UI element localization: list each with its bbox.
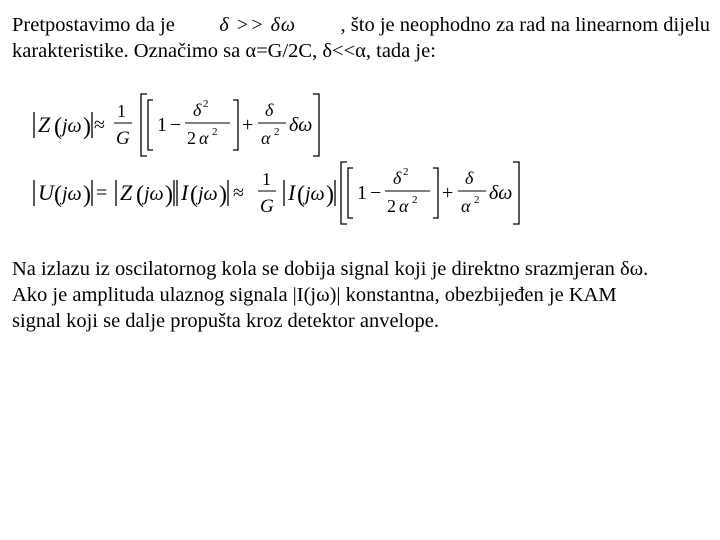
- eq2-alpha-den: α: [461, 196, 471, 216]
- intro-text-after: , što je neophodno za rad na linearnom dijelu: [340, 14, 710, 36]
- eq1-minus: −: [170, 114, 182, 136]
- eq2-arg-2: jω: [144, 183, 164, 205]
- eq2-arg-3: jω: [198, 183, 218, 205]
- eq1-alpha-den: α: [261, 128, 271, 148]
- eq2-Z: Z: [120, 180, 133, 205]
- svg-text:(: (: [297, 182, 305, 208]
- svg-text:(: (: [54, 182, 62, 208]
- svg-text:): ): [165, 182, 173, 208]
- intro-line-2: karakteristike. Označimo sa α=G/2C, δ<<α, tada je:: [12, 40, 436, 62]
- eq1-delta-omega: δω: [289, 114, 313, 136]
- condition-formula: δ >> δω: [219, 14, 297, 36]
- eq2-approx: ≈: [233, 182, 244, 204]
- eq1-alpha: α: [199, 128, 209, 148]
- svg-text:): ): [326, 182, 334, 208]
- eq2-one: 1: [357, 182, 367, 204]
- conclusion-line-2: Ako je amplituda ulaznog signala |I(jω)| konstantna, obezbijeđen je KAM: [12, 284, 617, 306]
- eq2-plus: +: [442, 182, 454, 204]
- eq2-equals: =: [96, 182, 108, 204]
- eq2-delta2-sup: 2: [403, 166, 409, 178]
- eq2-arg-4: jω: [305, 183, 325, 205]
- eq2-delta-omega: δω: [489, 182, 513, 204]
- svg-text:): ): [83, 114, 91, 140]
- eq2-U: U: [38, 180, 54, 205]
- intro-paragraph: [12, 12, 710, 64]
- eq2-delta: δ: [465, 168, 474, 188]
- svg-text:): ): [219, 182, 227, 208]
- eq2-delta2: δ: [393, 168, 402, 188]
- eq1-Z: Z: [38, 112, 51, 137]
- conclusion-paragraph: [12, 256, 712, 334]
- eq1-arg: jω: [62, 115, 82, 137]
- eq2-alpha-den-sup: 2: [474, 194, 480, 206]
- conclusion-line-1: Na izlazu iz oscilatornog kola se dobija signal koji je direktno srazmjeran δω.: [12, 258, 649, 280]
- eq2-I: I: [181, 180, 189, 205]
- conclusion-line-3: signal koji se dalje propušta kroz detektor anvelope.: [12, 310, 439, 332]
- eq1-plus: +: [242, 114, 254, 136]
- eq1-delta2: δ: [193, 100, 202, 120]
- eq2-frac-den: G: [260, 196, 274, 217]
- eq1-alpha-sup: 2: [212, 126, 218, 138]
- eq2-arg-1: jω: [62, 183, 82, 205]
- eq2-frac-num: 1: [262, 169, 271, 189]
- svg-text:(: (: [190, 182, 198, 208]
- equation-voltage: [30, 160, 530, 226]
- eq1-delta2-sup: 2: [203, 98, 209, 110]
- svg-text:(: (: [136, 182, 144, 208]
- eq2-alpha-sup: 2: [412, 194, 418, 206]
- equation-impedance: [30, 92, 350, 158]
- intro-text-before: Pretpostavimo da je: [12, 14, 175, 36]
- eq2-two: 2: [387, 196, 396, 216]
- eq2-I-2: I: [288, 180, 296, 205]
- eq1-approx: ≈: [94, 114, 105, 136]
- svg-text:(: (: [54, 114, 62, 140]
- eq1-delta: δ: [265, 100, 274, 120]
- eq1-frac-den: G: [116, 128, 130, 149]
- eq1-frac-num: 1: [117, 101, 126, 121]
- eq2-minus: −: [370, 182, 382, 204]
- eq1-one: 1: [157, 114, 167, 136]
- eq1-alpha-den-sup: 2: [274, 126, 280, 138]
- eq1-two: 2: [187, 128, 196, 148]
- svg-text:): ): [83, 182, 91, 208]
- intro-line-1: [12, 12, 710, 38]
- eq2-alpha: α: [399, 196, 409, 216]
